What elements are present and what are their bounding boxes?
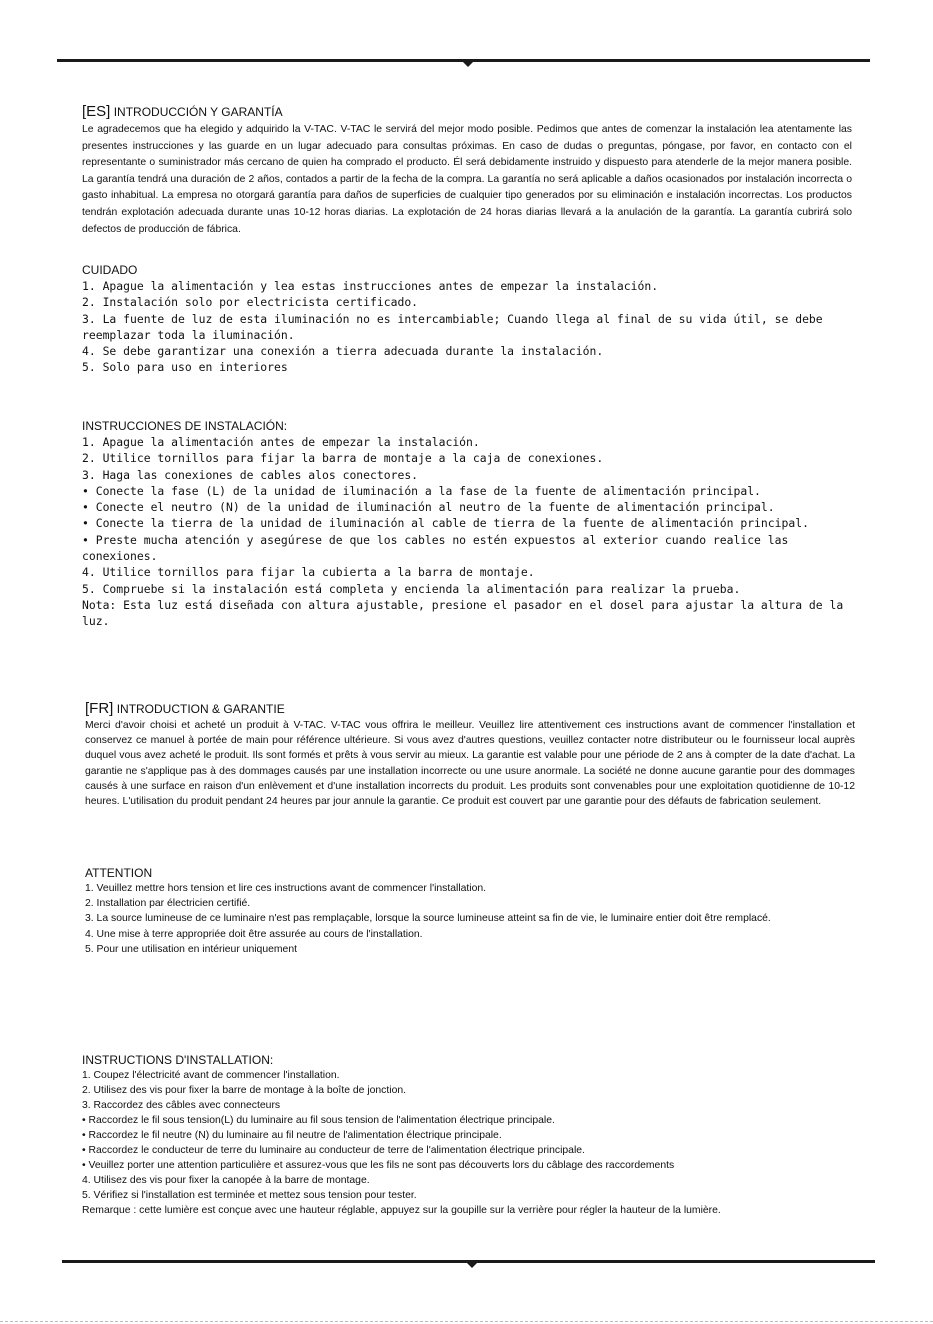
bottom-rule-notch [467,1263,477,1268]
list-item: 4. Utilisez des vis pour fixer la canopée à la barre de montage. [82,1175,370,1186]
list-item: 1. Veuillez mettre hors tension et lire ces instructions avant de commencer l'installation. [85,883,487,894]
list-item: 5. Vérifiez si l'installation est terminée et mettez sous tension pour tester. [82,1190,417,1201]
list-item: 2. Utilisez des vis pour fixer la barre de montage à la boîte de jonction. [82,1085,407,1096]
page-edge-dashes [0,1321,933,1322]
list-item: 5. Solo para uso en interiores [82,360,288,375]
es-language-code: [ES] [82,103,111,120]
es-caution-section [82,262,852,376]
list-item: 4. Une mise à terre appropriée doit être assurée au cours de l'installation. [85,928,423,940]
list-item: • Raccordez le conducteur de terre du luminaire au conducteur de terre de l'alimentation électrique principale. [82,1145,585,1156]
list-item: • Conecte la fase (L) de la unidad de iluminación a la fase de la fuente de alimentación principal. [82,483,761,498]
fr-intro-title: INTRODUCTION & GARANTIE [116,702,285,716]
fr-attention-section [85,865,855,957]
es-install-section [82,418,852,630]
fr-install-section [82,1052,852,1218]
list-item: Remarque : cette lumière est conçue avec une hauteur réglable, appuyez sur la goupille sur la verrière pour régler la hauteur de la lumière. [82,1205,721,1216]
es-intro-text: Le agradecemos que ha elegido y adquirido la V-TAC. V-TAC le servirá del mejor modo posible. Pedimos que antes de comenzar la instalación lea atentamente las presentes instrucciones y las guarde en un lugar adecuado para consultas próximas. En caso de dudas o preguntas, póngase, por favor, en contacto con el representante o suministrador más cercano de quien ha comprado el producto. Él será debidamente instruido y dispuesto para atenderle de la mejor manera posible. La garantía tendrá una duración de 2 años, contados a partir de la fecha de la compra. La garantía no será aplicable a daños ocasionados por instalación incorrecta o gasto inhabitual. La empresa no otorgará garantía para daños de superficies de cualquier tipo generados por su eliminación e instalación incorrectas. Los productos tendrán explotación adecuada durante unas 10-12 horas diarias. La explotación de 24 horas diarias llevará a la anulación de la garantía. La garantía cubrirá solo defectos de producción de fábrica. [82,124,852,235]
list-item: 3. La source lumineuse de ce luminaire n'est pas remplaçable, lorsque la source lumineuse atteint sa fin de vie, le luminaire entier doit être remplacé. [85,913,771,925]
list-item: 1. Apague la alimentación y lea estas instrucciones antes de empezar la instalación. [82,279,659,293]
list-item: 4. Se debe garantizar una conexión a tierra adecuada durante la instalación. [82,344,604,359]
list-item: • Veuillez porter une attention particulière et assurez-vous que les fils ne sont pas découverts lors du câblage des raccordements [82,1160,675,1171]
list-item: 5. Pour une utilisation en intérieur uniquement [85,943,297,955]
es-intro-section [82,104,852,238]
fr-intro-section [85,701,855,809]
list-item: • Preste mucha atención y asegúrese de que los cables no estén expuestos al exterior cuando realice las conexiones. [82,532,789,564]
list-item: 5. Compruebe si la instalación está completa y encienda la alimentación para realizar la prueba. [82,581,741,596]
es-install-title: INSTRUCCIONES DE INSTALACIÓN: [82,419,288,433]
list-item: • Conecte la tierra de la unidad de iluminación al cable de tierra de la fuente de alimentación principal. [82,516,809,531]
list-item: 1. Coupez l'électricité avant de commencer l'installation. [82,1070,340,1081]
list-item: 3. La fuente de luz de esta iluminación no es intercambiable; Cuando llega al final de su vida útil, se debe reemplazar toda la iluminación. [82,311,823,342]
list-item: 3. Raccordez des câbles avec connecteurs [82,1100,281,1111]
list-item: Nota: Esta luz está diseñada con altura ajustable, presione el pasador en el dosel para ajustar la altura de la luz. [82,597,844,629]
list-item: 1. Apague la alimentación antes de empezar la instalación. [82,435,480,449]
fr-attention-title: ATTENTION [85,866,153,880]
list-item: 3. Haga las conexiones de cables alos conectores. [82,467,419,482]
fr-language-code: [FR] [85,700,114,717]
list-item: • Raccordez le fil sous tension(L) du luminaire au fil sous tension de l'alimentation électrique principale. [82,1115,555,1126]
fr-intro-text: Merci d'avoir choisi et acheté un produit à V-TAC. V-TAC vous offrira le meilleur. Veuillez lire attentivement ces instructions avant de commencer l'installation et conservez ce manuel à portée de main pour référence ultérieure. Si vous avez d'autres questions, veuillez contacter notre distributeur ou le fournisseur local auprès duquel vous avez acheté le produit. Ils sont formés et prêts à vous servir au mieux. La garantie est valable pour une période de 2 ans à compter de la date d'achat. La garantie ne s'applique pas à des dommages causés par une installation incorrecte ou une usure anormale. La société ne donne aucune garantie pour des dommages causés à une surface en raison d'un enlèvement et d'une installation incorrects du produit. Les produits sont convenables pour une exploitation quotidienne de 10-12 heures. L'utilisation du produit pendant 24 heures par jour annule la garantie. Ce produit est couvert par une garantie pour des défauts de fabrication seulement. [85,720,855,808]
list-item: • Conecte el neutro (N) de la unidad de iluminación al neutro de la fuente de alimentación principal. [82,500,775,515]
fr-install-title: INSTRUCTIONS D'INSTALLATION: [82,1053,274,1067]
fr-intro-heading [85,701,855,717]
es-caution-title: CUIDADO [82,263,138,277]
es-intro-heading [82,104,852,120]
list-item: 2. Installation par électricien certifié. [85,898,251,910]
es-intro-title: INTRODUCCIÓN Y GARANTÍA [113,105,283,119]
list-item: 2. Instalación solo por electricista certificado. [82,295,419,310]
list-item: 2. Utilice tornillos para fijar la barra de montaje a la caja de conexiones. [82,451,604,466]
list-item: • Raccordez le fil neutre (N) du luminaire au fil neutre de l'alimentation électrique principale. [82,1130,502,1141]
top-rule-notch [463,62,473,67]
list-item: 4. Utilice tornillos para fijar la cubierta a la barra de montaje. [82,565,535,580]
